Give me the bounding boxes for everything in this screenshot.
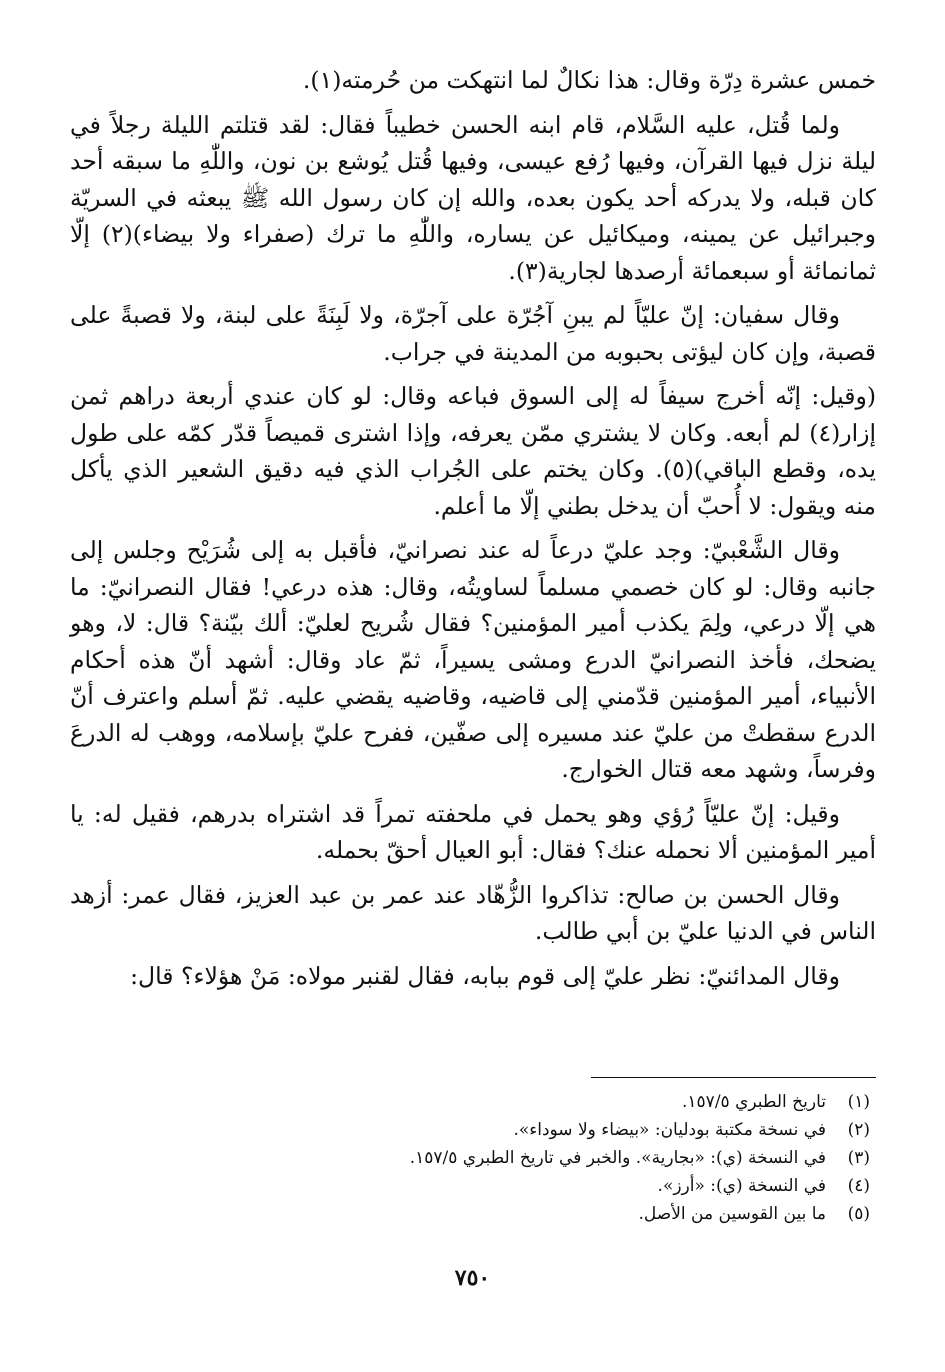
footnote-text: ما بين القوسين من الأصل. xyxy=(638,1204,826,1224)
footnote-text: تاريخ الطبري ١٥٧/٥. xyxy=(682,1092,826,1112)
footnote-item xyxy=(70,1116,870,1144)
paragraph-sword-sale: (وقيل: إنّه أخرج سيفاً له إلى السوق فباعه وقال: لو كان عندي أربعة دراهم ثمن إزار(٤) لم أبعه. وكان لا يشتري ممّن يعرفه، وإذا اشترى قميصاً قدّر كمّه على طول يده، وقطع الباقي)(٥). وكان يختم على الجُراب الذي فيه دقيق الشعير الذي يأكل منه ويقول: لا أُحبّ أن يدخل بطني إلّا ما أعلم. xyxy=(70,382,876,520)
footnote-item xyxy=(70,1144,870,1172)
main-text xyxy=(70,62,876,1002)
footnotes-list xyxy=(70,1088,870,1228)
paragraph-madaini: وقال المدائنيّ: نظر عليّ إلى قوم ببابه، فقال لقنبر مولاه: مَنْ هؤلاء؟ قال: xyxy=(130,961,840,990)
footnote-text: في نسخة مكتبة بودليان: «بيضاء ولا سوداء». xyxy=(513,1120,826,1140)
footnote-number: (١) xyxy=(847,1092,870,1112)
paragraph-continuation: خمس عشرة دِرّة وقال: هذا نكالٌ لما انتهكت من حُرمته(١). xyxy=(302,66,876,94)
paragraph-hasan-ibn-salih: وقال الحسن بن صالح: تذاكروا الزُّهّاد عند عمر بن عبد العزيز، فقال عمر: أزهد الناس في الدنيا عليّ بن أبي طالب. xyxy=(70,880,876,945)
paragraph-dates: وقيل: إنّ عليّاً رُؤي وهو يحمل في ملحفته تمراً قد اشتراه بدرهم، فقيل له: يا أمير المؤمنين ألا نحمله عنك؟ فقال: أبو العيال أحقّ بحمله. xyxy=(70,799,876,864)
footnote-text: في النسخة (ي): «أرز». xyxy=(657,1176,826,1196)
footnote-number: (٥) xyxy=(847,1204,870,1224)
page-number: ٧٥٠ xyxy=(454,1265,491,1291)
footnote-separator xyxy=(591,1077,876,1078)
footnote-number: (٣) xyxy=(847,1148,870,1168)
footnote-item xyxy=(70,1172,870,1200)
footnote-item xyxy=(70,1088,870,1116)
paragraph-shabi-armor: وقال الشَّعْبيّ: وجد عليّ درعاً له عند نصرانيّ، فأقبل به إلى شُرَيْح وجلس إلى جانبه وقال: لو كان خصمي مسلماً لساويتُه، وقال: هذه درعي! فقال النصرانيّ: ما هي إلّا درعي، ولِمَ يكذب أمير المؤمنين؟ فقال شُريح لعليّ: ألك بيّنة؟ قال: لا، وهو يضحك، فأخذ النصرانيّ الدرع ومشى يسيراً، ثمّ عاد وقال: أشهد أنّ هذه أحكام الأنبياء، أمير المؤمنين قدّمني إلى قاضيه، وقاضيه يقضي عليه. ثمّ أسلم واعترف أنّ الدرع سقطتْ من عليّ عند مسيره إلى صفّين، ففرح عليّ بإسلامه، ووهب له الدرعَ وفرساً، وشهد معه قتال الخوارج. xyxy=(70,536,876,783)
footnote-text: في النسخة (ي): «بجارية». والخبر في تاريخ الطبري ١٥٧/٥. xyxy=(409,1148,826,1168)
footnote-item xyxy=(70,1200,870,1228)
paragraph-hasan-speech: ولما قُتل، عليه السَّلام، قام ابنه الحسن خطيباً فقال: لقد قتلتم الليلة رجلاً في ليلة نزل فيها القرآن، وفيها رُفع عيسى، وفيها قُتل يُوشع بن نون، واللّٰهِ ما سبقه أحد كان قبله، ولا يدركه أحد يكون بعده، والله إن كان رسول الله ﷺ يبعثه في السريّة وجبرائيل عن يمينه، وميكائيل عن يساره، واللّٰهِ ما ترك (صفراء ولا بيضاء)(٢) إلّا ثمانمائة أو سبعمائة أرصدها لجارية(٣). xyxy=(70,110,876,285)
paragraph-sufyan: وقال سفيان: إنّ عليّاً لم يبنِ آجُرّة على آجرّة، ولا لَبِنَةً على لبنة، ولا قصبةً على قصبة، وإن كان ليؤتى بحبوبه من المدينة في جراب. xyxy=(70,301,876,366)
footnote-number: (٤) xyxy=(847,1176,870,1196)
footnote-number: (٢) xyxy=(847,1120,870,1140)
